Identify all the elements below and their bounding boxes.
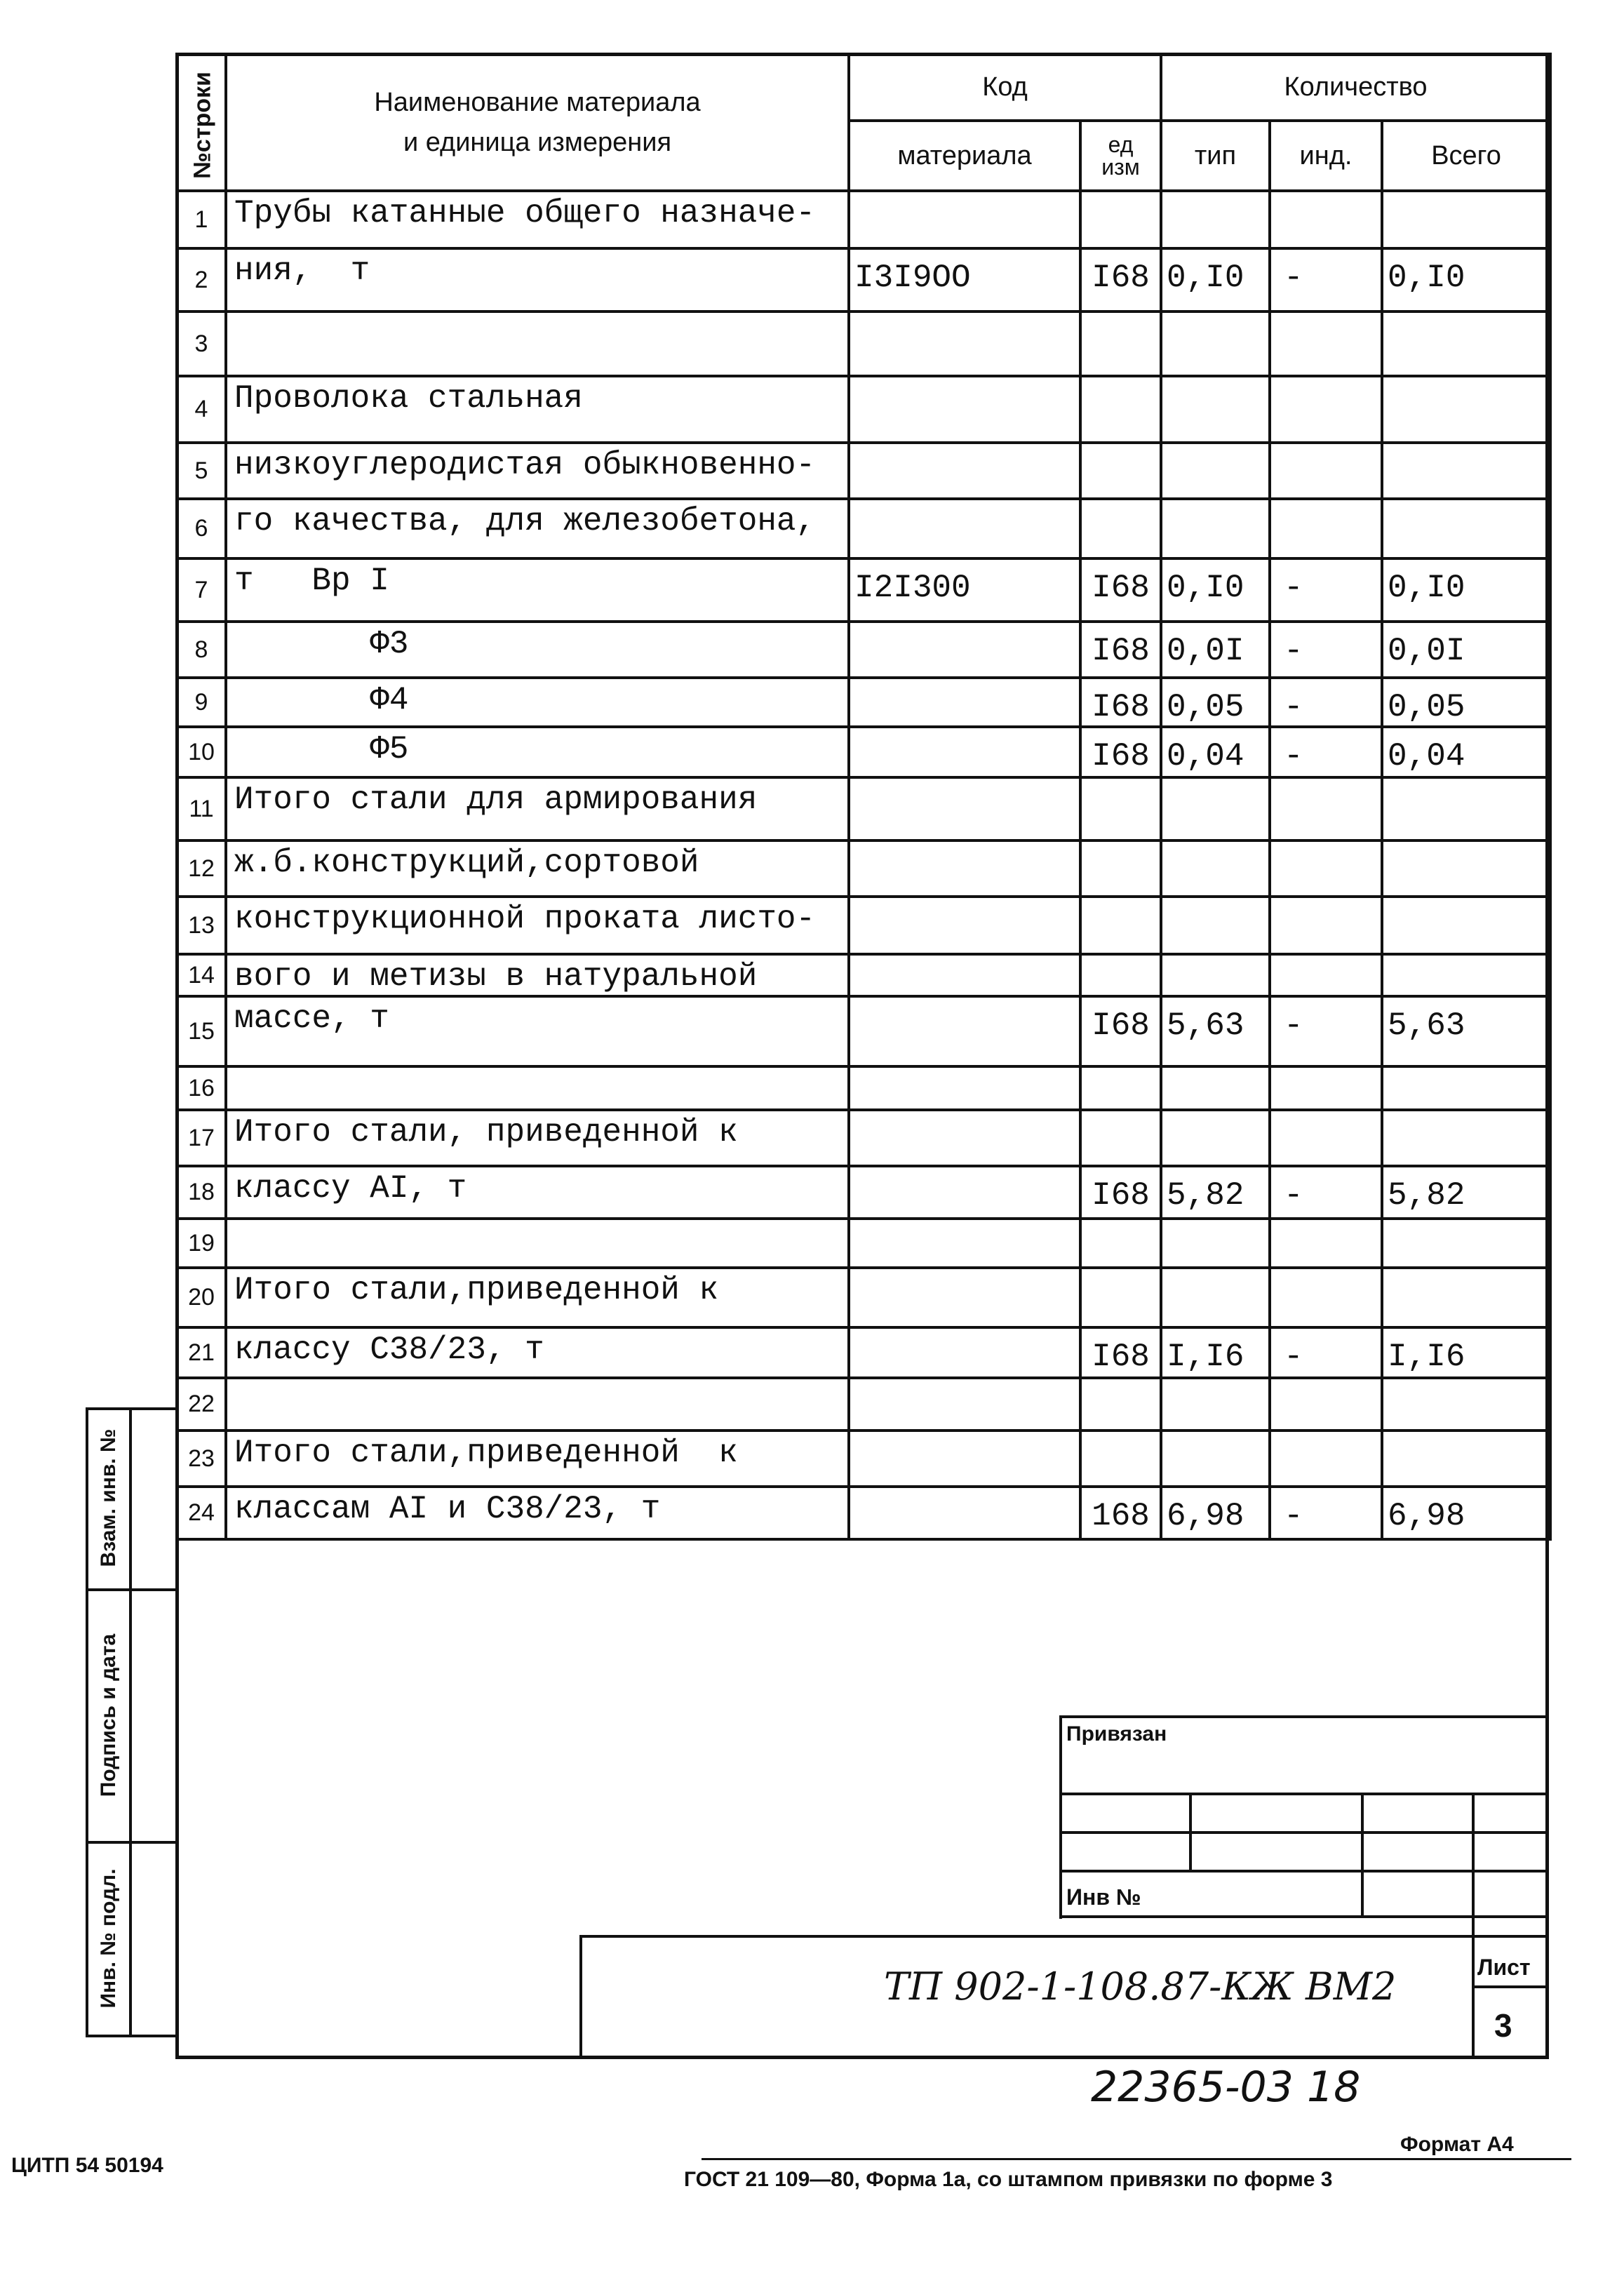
- row-number: 3: [177, 311, 226, 376]
- row-total: [1382, 1066, 1550, 1110]
- name-header-line1: Наименование материала: [374, 87, 701, 117]
- unit-header: [1080, 121, 1161, 191]
- row-ind: -: [1270, 1166, 1382, 1219]
- row-number: 9: [177, 678, 226, 727]
- row-number: 6: [177, 499, 226, 558]
- table-row: [177, 248, 1550, 311]
- row-ind: [1270, 1066, 1382, 1110]
- row-unit: [1080, 1378, 1161, 1431]
- row-typ: 0,I0: [1161, 558, 1270, 622]
- row-code: [849, 777, 1080, 840]
- sheet-label-line: [1472, 1985, 1549, 1988]
- row-ind: [1270, 499, 1382, 558]
- row-total: 5,82: [1382, 1166, 1550, 1219]
- row-ind: [1270, 1378, 1382, 1431]
- row-name: вого и метизы в натуральной: [226, 954, 849, 996]
- row-total: 6,98: [1382, 1487, 1550, 1539]
- unit-header-line1: ед: [1108, 132, 1134, 157]
- row-ind: -: [1270, 622, 1382, 678]
- table-row: [177, 1327, 1550, 1378]
- row-total: [1382, 443, 1550, 499]
- table-row: [177, 897, 1550, 954]
- quantity-header: Количество: [1161, 54, 1550, 121]
- row-number: 1: [177, 191, 226, 248]
- row-total: [1382, 191, 1550, 248]
- row-code: [849, 897, 1080, 954]
- row-typ: I,I6: [1161, 1327, 1270, 1378]
- row-total: [1382, 840, 1550, 897]
- row-ind: [1270, 897, 1382, 954]
- name-header-line2: и единица измерения: [403, 127, 672, 157]
- row-code: [849, 996, 1080, 1066]
- table-body: [177, 191, 1550, 1539]
- stamp-line-2: [1059, 1831, 1549, 1834]
- table-row: [177, 954, 1550, 996]
- row-code: [849, 678, 1080, 727]
- row-typ: 5,82: [1161, 1166, 1270, 1219]
- row-total: [1382, 376, 1550, 443]
- row-code: [849, 311, 1080, 376]
- vzam-inv-field: [129, 1407, 178, 1591]
- row-name: классам AI и С38/23, т: [226, 1487, 849, 1539]
- row-name: [226, 311, 849, 376]
- stamp-vline-2: [1361, 1793, 1364, 1915]
- row-total: 0,I0: [1382, 558, 1550, 622]
- row-name: Итого стали, приведенной к: [226, 1110, 849, 1166]
- row-code: [849, 622, 1080, 678]
- row-code: [849, 499, 1080, 558]
- table-row: [177, 311, 1550, 376]
- row-number: 23: [177, 1431, 226, 1487]
- row-number: 15: [177, 996, 226, 1066]
- row-unit: I68: [1080, 1166, 1161, 1219]
- inv-podl-field: [129, 1841, 178, 2037]
- row-unit: I68: [1080, 558, 1161, 622]
- row-name: Трубы катанные общего назначе-: [226, 191, 849, 248]
- row-total: [1382, 1268, 1550, 1327]
- footer-left: ЦИТП 54 50194: [11, 2154, 163, 2177]
- row-typ: 0,0I: [1161, 622, 1270, 678]
- table-row: [177, 443, 1550, 499]
- table-row: [177, 840, 1550, 897]
- row-typ: [1161, 954, 1270, 996]
- ind-header: инд.: [1270, 121, 1382, 191]
- row-total: [1382, 777, 1550, 840]
- row-name: Итого стали для армирования: [226, 777, 849, 840]
- row-ind: -: [1270, 248, 1382, 311]
- row-code: [849, 1431, 1080, 1487]
- material-table: [175, 53, 1552, 1541]
- row-number: 5: [177, 443, 226, 499]
- unit-header-line2: изм: [1101, 154, 1140, 180]
- table-row: [177, 499, 1550, 558]
- row-typ: [1161, 376, 1270, 443]
- row-name: Итого стали,приведенной к: [226, 1431, 849, 1487]
- row-typ: [1161, 499, 1270, 558]
- row-typ: 0,I0: [1161, 248, 1270, 311]
- row-number: 10: [177, 727, 226, 777]
- title-block-top: [579, 1935, 1549, 1938]
- stamp-line-1: [1059, 1793, 1549, 1795]
- row-unit: [1080, 1110, 1161, 1166]
- row-typ: [1161, 1066, 1270, 1110]
- row-number: 17: [177, 1110, 226, 1166]
- row-ind: [1270, 840, 1382, 897]
- table-row: [177, 1110, 1550, 1166]
- row-typ: [1161, 897, 1270, 954]
- row-total: [1382, 1378, 1550, 1431]
- row-typ: [1161, 840, 1270, 897]
- row-number: 22: [177, 1378, 226, 1431]
- row-unit: 168: [1080, 1487, 1161, 1539]
- row-name: т Вр I: [226, 558, 849, 622]
- stamp-vline-1: [1189, 1793, 1192, 1870]
- row-unit: I68: [1080, 622, 1161, 678]
- row-total: [1382, 499, 1550, 558]
- handwritten-number: 22365-03 18: [1091, 2063, 1361, 2112]
- title-block-left: [579, 1935, 582, 2059]
- name-header: [226, 54, 849, 191]
- row-typ: [1161, 1431, 1270, 1487]
- row-number: 13: [177, 897, 226, 954]
- podpis-field: [129, 1588, 178, 1844]
- inv-no-label: Инв №: [1066, 1884, 1141, 1910]
- code-header: Код: [849, 54, 1161, 121]
- row-ind: -: [1270, 558, 1382, 622]
- row-total: 0,I0: [1382, 248, 1550, 311]
- row-typ: [1161, 443, 1270, 499]
- row-number: 21: [177, 1327, 226, 1378]
- row-unit: [1080, 311, 1161, 376]
- material-header: материала: [849, 121, 1080, 191]
- sheet-label: Лист: [1477, 1955, 1531, 1980]
- row-number: 7: [177, 558, 226, 622]
- row-unit: [1080, 1268, 1161, 1327]
- table-row: [177, 1066, 1550, 1110]
- table-row: [177, 622, 1550, 678]
- row-total: I,I6: [1382, 1327, 1550, 1378]
- row-name: классу С38/23, т: [226, 1327, 849, 1378]
- row-code: [849, 1487, 1080, 1539]
- row-name: ния, т: [226, 248, 849, 311]
- row-typ: 0,05: [1161, 678, 1270, 727]
- row-code: [849, 1066, 1080, 1110]
- row-name: [226, 1378, 849, 1431]
- row-name: Ф3: [226, 622, 849, 678]
- row-ind: [1270, 1219, 1382, 1268]
- row-code: I3I9ОО: [849, 248, 1080, 311]
- table-row: [177, 996, 1550, 1066]
- format-label: Формат А4: [1400, 2133, 1514, 2156]
- row-code: [849, 1378, 1080, 1431]
- row-number-header-text: №строки: [189, 72, 216, 179]
- row-name: конструкционной проката листо-: [226, 897, 849, 954]
- row-number-header: [177, 54, 226, 191]
- podpis-label: Подпись и дата: [97, 1633, 120, 1797]
- row-ind: -: [1270, 1327, 1382, 1378]
- privyazan-label: Привязан: [1066, 1722, 1167, 1746]
- row-typ: [1161, 1219, 1270, 1268]
- row-name: Ф5: [226, 727, 849, 777]
- row-unit: [1080, 1066, 1161, 1110]
- footer-rule: [702, 2158, 1571, 2160]
- row-number: 4: [177, 376, 226, 443]
- row-total: 0,05: [1382, 678, 1550, 727]
- row-unit: [1080, 1431, 1161, 1487]
- row-number: 8: [177, 622, 226, 678]
- row-unit: [1080, 777, 1161, 840]
- table-row: [177, 777, 1550, 840]
- table-row: [177, 1431, 1550, 1487]
- row-ind: [1270, 777, 1382, 840]
- row-number: 2: [177, 248, 226, 311]
- row-name: Проволока стальная: [226, 376, 849, 443]
- row-number: 20: [177, 1268, 226, 1327]
- vzam-inv-label: Взам. инв. №: [97, 1428, 120, 1567]
- row-unit: I68: [1080, 727, 1161, 777]
- row-code: [849, 727, 1080, 777]
- row-total: [1382, 1219, 1550, 1268]
- row-name: го качества, для железобетона,: [226, 499, 849, 558]
- row-unit: [1080, 954, 1161, 996]
- stamp-top-border: [1059, 1715, 1062, 1919]
- row-ind: [1270, 1431, 1382, 1487]
- table-row: [177, 558, 1550, 622]
- gost-label: ГОСТ 21 109—80, Форма 1а, со штампом привязки по форме 3: [684, 2168, 1333, 2191]
- row-unit: I68: [1080, 678, 1161, 727]
- stamp-top-line: [1059, 1715, 1549, 1718]
- table-row: [177, 376, 1550, 443]
- row-number: 11: [177, 777, 226, 840]
- table-row: [177, 1268, 1550, 1327]
- row-name: Итого стали,приведенной к: [226, 1268, 849, 1327]
- table-row: [177, 727, 1550, 777]
- row-name: Ф4: [226, 678, 849, 727]
- row-total: 0,0I: [1382, 622, 1550, 678]
- row-code: [849, 840, 1080, 897]
- row-typ: [1161, 1378, 1270, 1431]
- row-ind: [1270, 191, 1382, 248]
- row-total: [1382, 897, 1550, 954]
- table-row: [177, 1219, 1550, 1268]
- row-total: [1382, 1110, 1550, 1166]
- row-unit: [1080, 840, 1161, 897]
- typ-header: тип: [1161, 121, 1270, 191]
- row-ind: [1270, 1268, 1382, 1327]
- row-ind: -: [1270, 996, 1382, 1066]
- row-ind: [1270, 954, 1382, 996]
- table-row: [177, 1378, 1550, 1431]
- stamp-line-4: [1059, 1915, 1549, 1918]
- row-typ: [1161, 777, 1270, 840]
- total-header: Всего: [1382, 121, 1550, 191]
- row-name: [226, 1219, 849, 1268]
- document-code: ТП 902-1-108.87-КЖ ВМ2: [884, 1964, 1397, 2009]
- row-ind: [1270, 376, 1382, 443]
- row-typ: 6,98: [1161, 1487, 1270, 1539]
- row-code: [849, 1327, 1080, 1378]
- row-number: 12: [177, 840, 226, 897]
- row-name: классу AI, т: [226, 1166, 849, 1219]
- row-unit: [1080, 897, 1161, 954]
- row-number: 18: [177, 1166, 226, 1219]
- row-name: низкоуглеродистая обыкновенно-: [226, 443, 849, 499]
- stamp-line-3: [1059, 1870, 1549, 1873]
- row-ind: [1270, 443, 1382, 499]
- row-code: [849, 376, 1080, 443]
- row-ind: -: [1270, 727, 1382, 777]
- row-unit: [1080, 191, 1161, 248]
- row-number: 19: [177, 1219, 226, 1268]
- row-total: 5,63: [1382, 996, 1550, 1066]
- row-unit: [1080, 1219, 1161, 1268]
- row-code: [849, 443, 1080, 499]
- row-typ: [1161, 311, 1270, 376]
- row-code: [849, 191, 1080, 248]
- table-row: [177, 1487, 1550, 1539]
- row-number: 14: [177, 954, 226, 996]
- row-number: 16: [177, 1066, 226, 1110]
- row-code: [849, 1166, 1080, 1219]
- row-total: [1382, 311, 1550, 376]
- row-unit: I68: [1080, 996, 1161, 1066]
- table-row: [177, 678, 1550, 727]
- row-total: [1382, 1431, 1550, 1487]
- row-typ: 5,63: [1161, 996, 1270, 1066]
- row-ind: [1270, 311, 1382, 376]
- row-typ: [1161, 1110, 1270, 1166]
- row-name: ж.б.конструкций,сортовой: [226, 840, 849, 897]
- table-row: [177, 191, 1550, 248]
- row-typ: [1161, 191, 1270, 248]
- stamp-vline-3: [1472, 1793, 1475, 2059]
- row-total: 0,04: [1382, 727, 1550, 777]
- row-total: [1382, 954, 1550, 996]
- row-ind: [1270, 1110, 1382, 1166]
- row-unit: [1080, 499, 1161, 558]
- row-number: 24: [177, 1487, 226, 1539]
- row-ind: -: [1270, 1487, 1382, 1539]
- row-name: массе, т: [226, 996, 849, 1066]
- row-name: [226, 1066, 849, 1110]
- sheet-number: 3: [1494, 2007, 1512, 2044]
- row-unit: [1080, 443, 1161, 499]
- row-code: [849, 1219, 1080, 1268]
- row-unit: [1080, 376, 1161, 443]
- row-typ: [1161, 1268, 1270, 1327]
- row-code: [849, 954, 1080, 996]
- inv-podl-label: Инв. № подл.: [97, 1868, 120, 2009]
- row-typ: 0,04: [1161, 727, 1270, 777]
- row-unit: I68: [1080, 1327, 1161, 1378]
- row-code: [849, 1110, 1080, 1166]
- row-code: [849, 1268, 1080, 1327]
- row-unit: I68: [1080, 248, 1161, 311]
- table-row: [177, 1166, 1550, 1219]
- row-code: I2I300: [849, 558, 1080, 622]
- row-ind: -: [1270, 678, 1382, 727]
